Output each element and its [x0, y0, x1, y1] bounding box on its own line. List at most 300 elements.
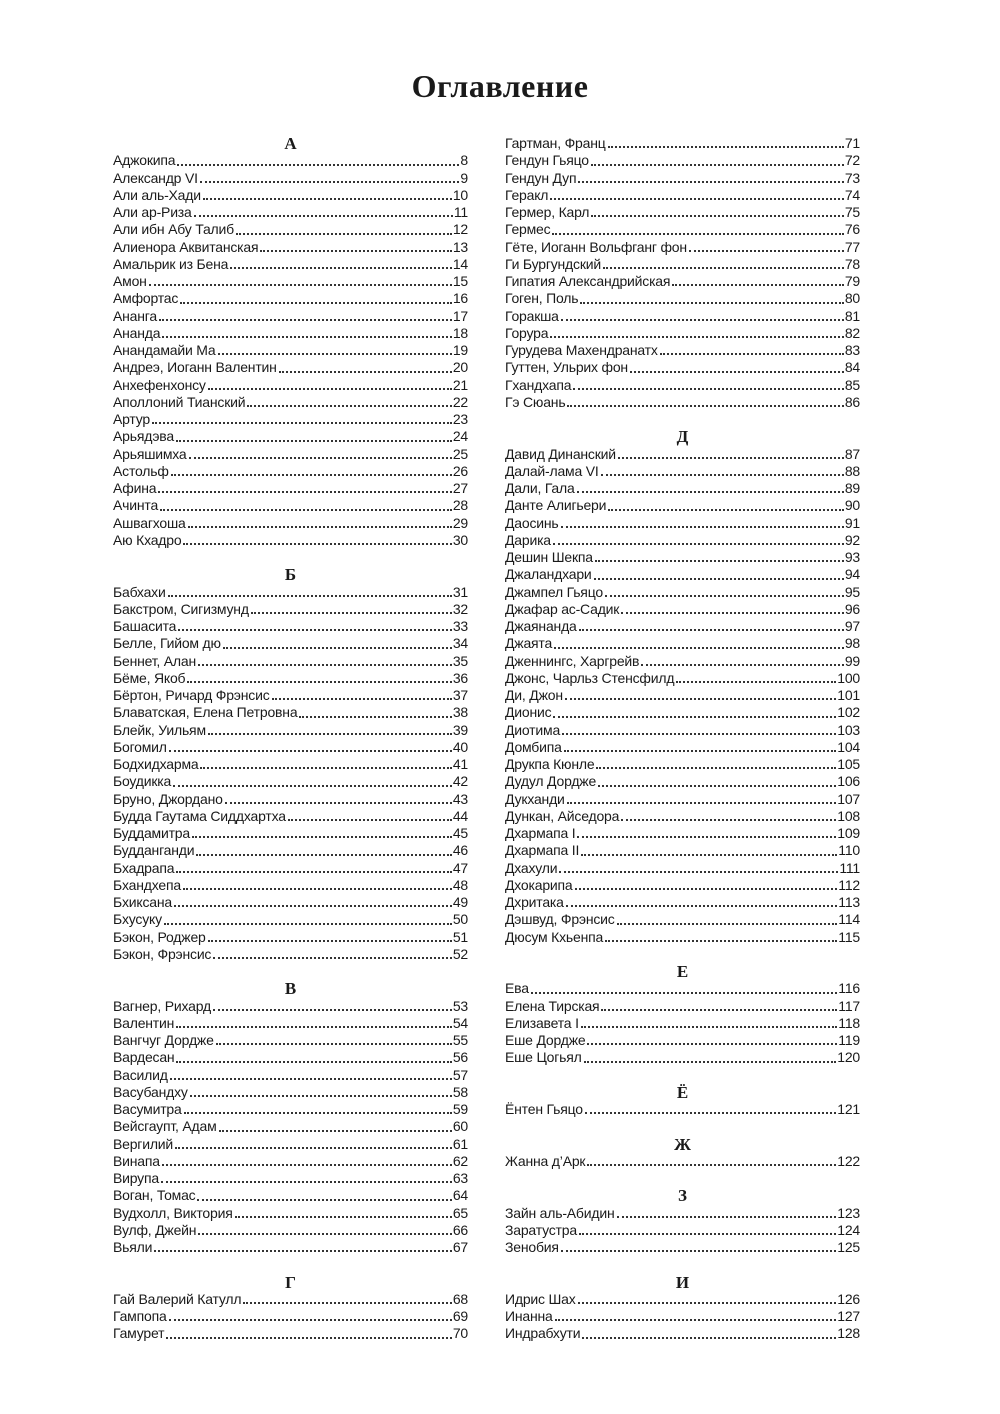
toc-entry[interactable]: [505, 1101, 860, 1118]
entry-page-number: 29: [452, 514, 468, 531]
entry-title: Ашвагхоша: [113, 514, 186, 531]
entry-title: Джафар ас-Садик: [505, 600, 620, 617]
entry-page-number: 44: [452, 807, 468, 824]
entry-page-number: 95: [844, 583, 860, 600]
entry-title: Инанна: [505, 1308, 553, 1324]
toc-entry[interactable]: [113, 1015, 468, 1032]
entry-page-number: 74: [844, 186, 860, 203]
toc-entry[interactable]: [505, 704, 860, 721]
toc-entry[interactable]: [505, 1015, 860, 1032]
toc-entry[interactable]: [505, 549, 860, 566]
dot-leader: [553, 716, 836, 718]
dot-leader: [159, 319, 452, 321]
entry-page-number: 13: [452, 238, 468, 255]
dot-leader: [243, 1302, 451, 1304]
entry-title: Вулф, Джейн: [113, 1221, 197, 1238]
entry-page-number: 12: [452, 221, 468, 238]
dot-leader: [272, 698, 452, 700]
entry-title: Дудул Дордже: [505, 773, 597, 790]
dot-leader: [187, 681, 451, 683]
dot-leader: [189, 457, 452, 459]
toc-entry[interactable]: [505, 1325, 860, 1342]
toc-entry[interactable]: [505, 480, 860, 497]
entry-page-number: 53: [452, 997, 468, 1014]
toc-entry[interactable]: [113, 894, 468, 911]
dot-leader: [223, 647, 452, 649]
entry-page-number: 123: [837, 1204, 860, 1221]
entry-title: Амальрик из Бена: [113, 255, 229, 272]
entry-title: Дали, Гала: [505, 480, 575, 496]
toc-entry[interactable]: [113, 377, 468, 394]
toc-entry[interactable]: [113, 204, 468, 221]
dot-leader: [555, 1319, 837, 1321]
entry-page-number: 49: [452, 894, 468, 910]
entry-title: Анхефенхонсу: [113, 376, 206, 393]
entry-page-number: 48: [452, 876, 468, 893]
dot-leader: [176, 440, 452, 442]
dot-leader: [208, 940, 452, 942]
toc-entry[interactable]: [113, 946, 468, 963]
entry-page-number: 122: [837, 1152, 860, 1169]
dot-leader: [288, 819, 452, 821]
entry-title: Дукханди: [505, 790, 565, 807]
entry-title: Джаландхари: [505, 566, 592, 583]
entry-title: Гипатия Александрийская: [505, 273, 671, 289]
entry-title: Али ар-Риза: [113, 204, 192, 220]
toc-entry[interactable]: [113, 152, 468, 169]
entry-page-number: 97: [844, 618, 860, 634]
entry-title: Дункан, Айседора: [505, 807, 620, 824]
entry-title: Дхахули: [505, 859, 558, 876]
dot-leader: [598, 785, 836, 787]
toc-entry[interactable]: [113, 929, 468, 946]
toc-entry[interactable]: [113, 911, 468, 928]
toc-entry[interactable]: [505, 239, 860, 256]
dot-leader: [608, 509, 844, 511]
toc-entry[interactable]: [113, 290, 468, 307]
toc-section: [113, 1274, 468, 1343]
toc-entry[interactable]: [113, 325, 468, 342]
toc-entry[interactable]: [505, 601, 860, 618]
toc-entry[interactable]: [505, 446, 860, 463]
toc-entry[interactable]: [113, 635, 468, 652]
toc-entry[interactable]: [113, 359, 468, 376]
entry-page-number: 26: [452, 462, 468, 479]
section-letter-heading: Г: [285, 1272, 296, 1292]
toc-entry[interactable]: [505, 911, 860, 928]
entry-page-number: 31: [452, 583, 468, 600]
toc-entry[interactable]: [505, 653, 860, 670]
toc-entry[interactable]: [113, 998, 468, 1015]
entry-page-number: 56: [452, 1049, 468, 1066]
dot-leader: [578, 1302, 837, 1304]
entry-page-number: 98: [844, 635, 860, 652]
toc-entry[interactable]: [505, 290, 860, 307]
dot-leader: [605, 595, 844, 597]
entry-title: Еше Дордже: [505, 1032, 586, 1048]
toc-entry[interactable]: [113, 653, 468, 670]
toc-entry[interactable]: [505, 808, 860, 825]
toc-entry[interactable]: [113, 1205, 468, 1222]
toc-entry[interactable]: [113, 532, 468, 549]
toc-entry[interactable]: [505, 221, 860, 238]
toc-entry[interactable]: [505, 722, 860, 739]
entry-title: Бхиксана: [113, 894, 172, 910]
toc-entry[interactable]: [113, 704, 468, 721]
entry-page-number: 85: [844, 376, 860, 393]
entry-page-number: 33: [452, 618, 468, 634]
entry-page-number: 65: [452, 1204, 468, 1221]
toc-entry[interactable]: [505, 1239, 860, 1256]
entry-page-number: 9: [460, 169, 468, 186]
toc-entry[interactable]: [113, 722, 468, 739]
dot-leader: [251, 612, 452, 614]
entry-page-number: 76: [844, 221, 860, 238]
toc-entry[interactable]: [505, 618, 860, 635]
toc-entry[interactable]: [505, 842, 860, 859]
entry-title: Артур: [113, 411, 151, 427]
entry-title: Данте Алигьери: [505, 497, 607, 514]
dot-leader: [641, 664, 844, 666]
toc-entry[interactable]: [505, 1153, 860, 1170]
entry-page-number: 101: [837, 687, 860, 703]
entry-page-number: 124: [837, 1221, 860, 1238]
dot-leader: [567, 405, 843, 407]
entry-title: Гермес: [505, 221, 551, 238]
toc-entry[interactable]: [113, 773, 468, 790]
toc-entry[interactable]: [505, 877, 860, 894]
dot-leader: [230, 267, 452, 269]
toc-entry[interactable]: [505, 1222, 860, 1239]
toc-entry[interactable]: [505, 1308, 860, 1325]
entry-page-number: 108: [837, 807, 860, 824]
entry-page-number: 40: [452, 738, 468, 755]
entry-page-number: 77: [844, 238, 860, 255]
toc-entry[interactable]: [113, 860, 468, 877]
toc-entry[interactable]: [505, 825, 860, 842]
toc-entry[interactable]: [505, 687, 860, 704]
toc-entry[interactable]: [113, 342, 468, 359]
dot-leader: [566, 905, 838, 907]
entry-page-number: 57: [452, 1066, 468, 1083]
toc-entry[interactable]: [505, 135, 860, 152]
toc-entry[interactable]: [113, 446, 468, 463]
toc-entry[interactable]: [113, 1136, 468, 1153]
toc-section: [505, 1274, 860, 1343]
entry-title: Винапа: [113, 1152, 160, 1169]
entry-page-number: 90: [844, 497, 860, 514]
dot-leader: [176, 871, 451, 873]
entry-page-number: 128: [837, 1325, 860, 1342]
toc-entry[interactable]: [113, 187, 468, 204]
toc-entry[interactable]: [113, 428, 468, 445]
toc-entry[interactable]: [113, 877, 468, 894]
dot-leader: [553, 543, 844, 545]
dot-leader: [601, 474, 844, 476]
toc-entry[interactable]: [505, 152, 860, 169]
entry-title: Гампопа: [113, 1308, 167, 1324]
entry-page-number: 50: [452, 911, 468, 928]
dot-leader: [218, 353, 452, 355]
entry-title: Бхусуку: [113, 911, 162, 928]
entry-title: Бруно, Джордано: [113, 790, 223, 807]
toc-entry[interactable]: [505, 998, 860, 1015]
entry-page-number: 8: [460, 152, 468, 169]
entry-page-number: 55: [452, 1032, 468, 1048]
toc-entry[interactable]: [505, 929, 860, 946]
toc-entry[interactable]: [113, 308, 468, 325]
toc-entry[interactable]: [113, 1308, 468, 1325]
toc-entry[interactable]: [113, 670, 468, 687]
toc-entry[interactable]: [113, 1101, 468, 1118]
dot-leader: [582, 1337, 836, 1339]
entry-title: Ананда: [113, 324, 161, 341]
toc-entry[interactable]: [113, 1187, 468, 1204]
toc-entry[interactable]: [505, 532, 860, 549]
dot-leader: [154, 1250, 452, 1252]
entry-title: Гоген, Поль: [505, 290, 579, 307]
toc-entry[interactable]: [505, 1291, 860, 1308]
toc-entry[interactable]: [505, 791, 860, 808]
toc-entry[interactable]: [505, 497, 860, 514]
dot-leader: [608, 146, 844, 148]
entry-title: Богомил: [113, 738, 167, 755]
entry-title: Афина: [113, 480, 157, 496]
dot-leader: [575, 888, 838, 890]
toc-entry[interactable]: [113, 618, 468, 635]
entry-title: Зайн аль-Абидин: [505, 1204, 615, 1221]
entry-page-number: 113: [838, 894, 860, 910]
toc-entry[interactable]: [113, 584, 468, 601]
toc-entry[interactable]: [505, 394, 860, 411]
entry-title: Джампел Гьяцо: [505, 583, 603, 600]
dot-leader: [247, 405, 451, 407]
toc-column-right: [505, 135, 860, 1343]
toc-entry[interactable]: [113, 1118, 468, 1135]
dot-leader: [164, 923, 452, 925]
toc-entry[interactable]: [113, 239, 468, 256]
entry-title: Валентин: [113, 1014, 175, 1031]
dot-leader: [194, 215, 453, 217]
dot-leader: [190, 1095, 452, 1097]
toc-entry[interactable]: [505, 256, 860, 273]
entry-page-number: 81: [844, 307, 860, 324]
toc-section: [505, 428, 860, 946]
dot-leader: [169, 750, 452, 752]
entry-title: Астольф: [113, 462, 169, 479]
entry-title: Бэкон, Роджер: [113, 928, 206, 945]
dot-leader: [689, 250, 844, 252]
toc-entry[interactable]: [505, 342, 860, 359]
entry-page-number: 62: [452, 1152, 468, 1169]
entry-page-number: 115: [838, 928, 860, 945]
toc-entry[interactable]: [505, 670, 860, 687]
entry-page-number: 92: [844, 531, 860, 548]
toc-entry[interactable]: [505, 584, 860, 601]
toc-entry[interactable]: [113, 480, 468, 497]
toc-entry[interactable]: [505, 1049, 860, 1066]
toc-entry[interactable]: [505, 860, 860, 877]
toc-entry[interactable]: [505, 1205, 860, 1222]
toc-entry[interactable]: [113, 808, 468, 825]
toc-entry[interactable]: [505, 756, 860, 773]
toc-section: [113, 566, 468, 963]
dot-leader: [225, 802, 452, 804]
toc-entry[interactable]: [505, 170, 860, 187]
toc-entry[interactable]: [113, 756, 468, 773]
toc-entry[interactable]: [505, 566, 860, 583]
dot-leader: [170, 1078, 452, 1080]
entry-page-number: 30: [452, 531, 468, 548]
toc-entry[interactable]: [113, 601, 468, 618]
dot-leader: [603, 267, 844, 269]
toc-entry[interactable]: [505, 1032, 860, 1049]
dot-leader: [184, 1112, 452, 1114]
dot-leader: [183, 543, 451, 545]
dot-leader: [550, 336, 844, 338]
entry-page-number: 51: [452, 928, 468, 945]
entry-page-number: 36: [452, 669, 468, 686]
entry-page-number: 71: [844, 135, 860, 151]
dot-leader: [618, 457, 844, 459]
toc-entry[interactable]: [113, 791, 468, 808]
entry-title: Заратустра: [505, 1221, 577, 1238]
dot-leader: [203, 198, 452, 200]
entry-page-number: 54: [452, 1014, 468, 1031]
toc-section: [505, 1136, 860, 1171]
toc-entry[interactable]: [505, 894, 860, 911]
entry-title: Аполлоний Тианский: [113, 393, 246, 410]
toc-entry[interactable]: [113, 825, 468, 842]
entry-title: Андреэ, Иоганн Валентин: [113, 359, 277, 376]
dot-leader: [176, 1026, 452, 1028]
entry-title: Гартман, Франц: [505, 135, 606, 151]
toc-entry[interactable]: [113, 1032, 468, 1049]
toc-entry[interactable]: [505, 308, 860, 325]
toc-entry[interactable]: [113, 1170, 468, 1187]
toc-entry[interactable]: [505, 359, 860, 376]
toc-entry[interactable]: [113, 1222, 468, 1239]
dot-leader: [564, 750, 837, 752]
dot-leader: [577, 491, 844, 493]
entry-page-number: 42: [452, 773, 468, 790]
toc-entry[interactable]: [113, 1239, 468, 1256]
toc-entry[interactable]: [113, 515, 468, 532]
dot-leader: [166, 1337, 451, 1339]
dot-leader: [581, 854, 837, 856]
toc-entry[interactable]: [113, 1291, 468, 1308]
toc-entry[interactable]: [113, 221, 468, 238]
entry-title: Давид Динанский: [505, 445, 616, 462]
entry-page-number: 96: [844, 600, 860, 617]
toc-entry[interactable]: [505, 773, 860, 790]
entry-title: Вергилий: [113, 1135, 174, 1152]
dot-leader: [260, 250, 451, 252]
dot-leader: [554, 647, 844, 649]
toc-entry[interactable]: [113, 273, 468, 290]
entry-title: Амфортас: [113, 290, 179, 307]
entry-title: Гамурет: [113, 1325, 165, 1342]
entry-page-number: 63: [452, 1170, 468, 1186]
entry-title: Бакстром, Сигизмунд: [113, 600, 249, 617]
entry-title: Блаватская, Елена Петровна: [113, 704, 298, 721]
toc-entry[interactable]: [113, 1067, 468, 1084]
toc-entry[interactable]: [113, 394, 468, 411]
dot-leader: [176, 1061, 451, 1063]
toc-entry[interactable]: [505, 515, 860, 532]
entry-page-number: 83: [844, 342, 860, 358]
entry-page-number: 121: [837, 1101, 860, 1117]
entry-title: Джаянанда: [505, 618, 577, 634]
section-letter-heading: Е: [676, 962, 689, 981]
toc-entry[interactable]: [113, 256, 468, 273]
toc-entry[interactable]: [505, 204, 860, 221]
toc-entry[interactable]: [505, 187, 860, 204]
entry-title: Диотима: [505, 721, 561, 738]
dot-leader: [175, 1147, 452, 1149]
dot-leader: [550, 198, 844, 200]
toc-entry[interactable]: [505, 980, 860, 997]
entry-title: Дешин Шекпа: [505, 549, 593, 565]
dot-leader: [591, 215, 844, 217]
entry-page-number: 120: [837, 1049, 860, 1066]
entry-page-number: 14: [452, 255, 468, 272]
entry-title: Джаята: [505, 635, 553, 652]
entry-page-number: 11: [453, 204, 468, 220]
entry-title: Дарика: [505, 531, 551, 548]
entry-page-number: 39: [452, 721, 468, 738]
dot-leader: [178, 629, 452, 631]
toc-entry[interactable]: [505, 635, 860, 652]
entry-page-number: 111: [839, 859, 860, 876]
toc-entry[interactable]: [113, 739, 468, 756]
toc-entry[interactable]: [113, 170, 468, 187]
entry-title: Гёте, Иоганн Вольфганг фон: [505, 238, 687, 255]
dot-leader: [621, 819, 836, 821]
dot-leader: [584, 1061, 837, 1063]
entry-title: Ева: [505, 980, 529, 997]
dot-leader: [562, 733, 836, 735]
dot-leader: [219, 1130, 452, 1132]
toc-entry[interactable]: [505, 377, 860, 394]
toc-entry[interactable]: [505, 463, 860, 480]
entry-page-number: 20: [452, 359, 468, 376]
entry-title: Дхармапа I: [505, 825, 576, 841]
entry-title: Зенобия: [505, 1239, 559, 1255]
entry-page-number: 87: [844, 445, 860, 462]
entry-title: Арьядэва: [113, 428, 174, 445]
toc-entry[interactable]: [113, 411, 468, 428]
toc-entry[interactable]: [113, 1084, 468, 1101]
toc-column-left: [113, 135, 468, 1343]
toc-entry[interactable]: [505, 739, 860, 756]
dot-leader: [552, 233, 843, 235]
toc-entry[interactable]: [505, 325, 860, 342]
toc-entry[interactable]: [113, 1325, 468, 1342]
toc-entry[interactable]: [505, 273, 860, 290]
toc-entry[interactable]: [113, 842, 468, 859]
dot-leader: [579, 1233, 836, 1235]
entry-title: Горакша: [505, 307, 559, 324]
toc-entry[interactable]: [113, 497, 468, 514]
entry-page-number: 46: [452, 842, 468, 859]
section-letter-heading: А: [284, 134, 297, 153]
toc-entry[interactable]: [113, 463, 468, 480]
toc-entry[interactable]: [113, 687, 468, 704]
toc-entry[interactable]: [113, 1049, 468, 1066]
toc-entry[interactable]: [113, 1153, 468, 1170]
entry-title: Бёртон, Ричард Фрэнсис: [113, 687, 270, 703]
